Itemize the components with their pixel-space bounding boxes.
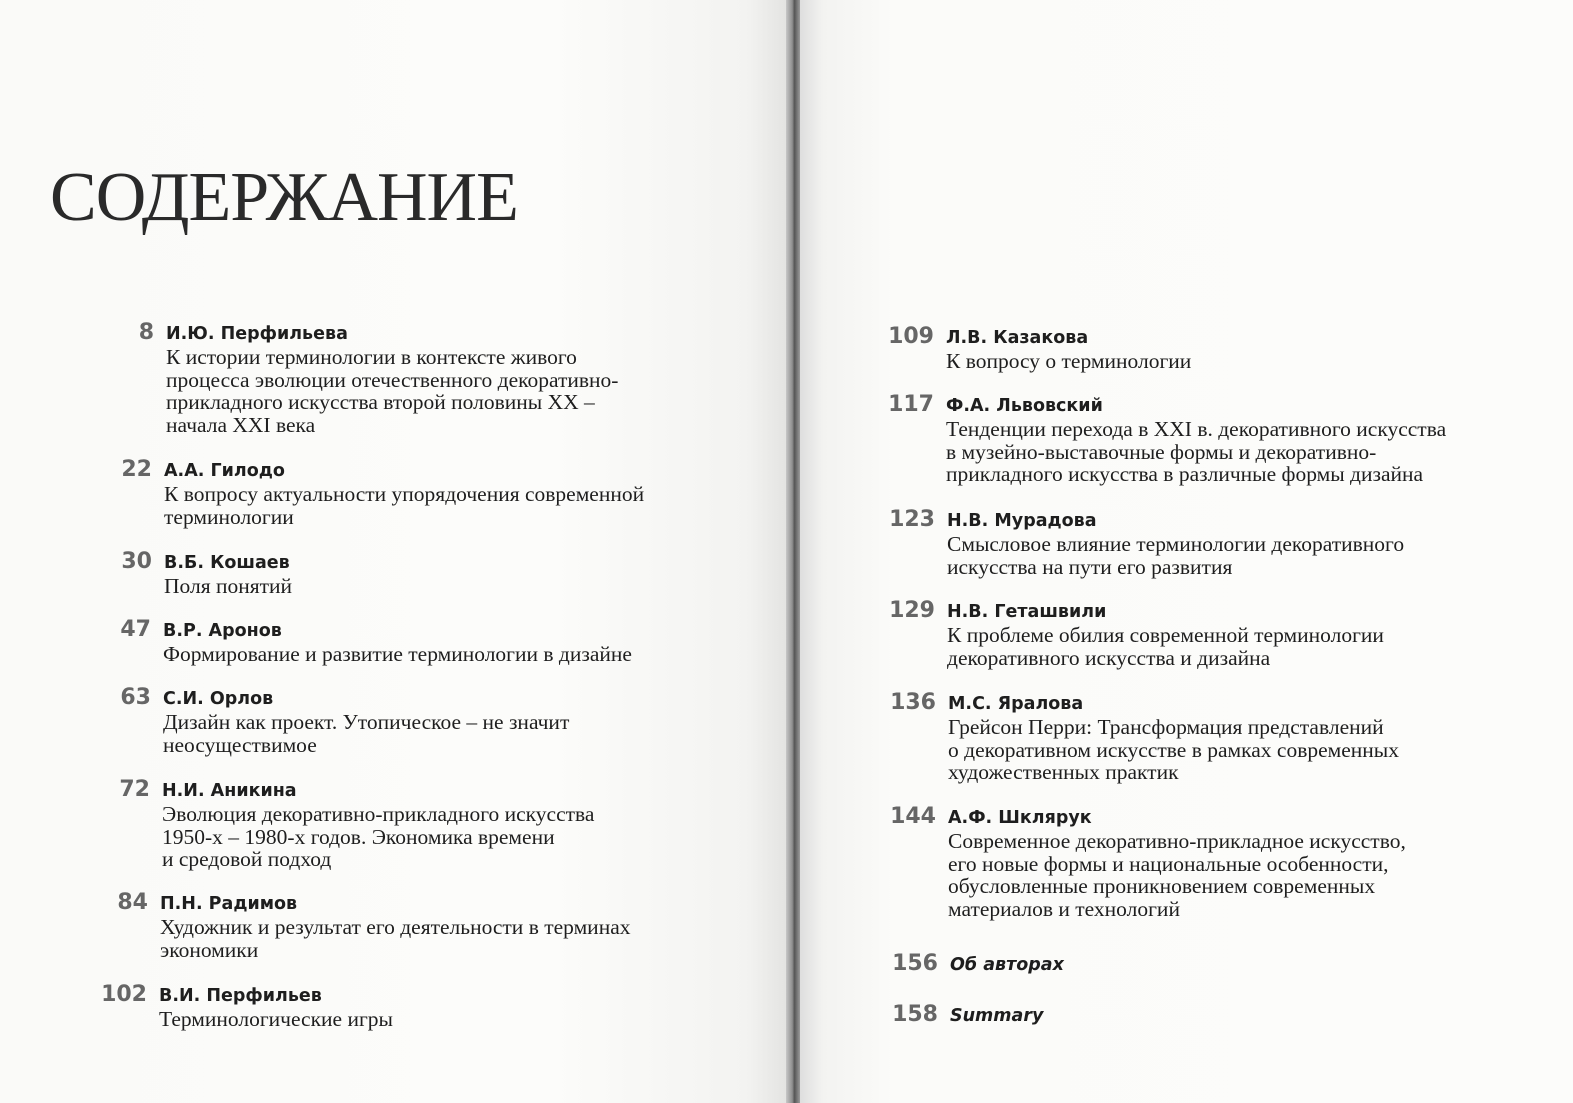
toc-title-line: Тенденции перехода в XXI в. декоративного искусства	[946, 417, 1447, 441]
toc-entry[interactable]	[120, 685, 570, 757]
toc-title-line: Смысловое влияние терминологии декоративного	[947, 532, 1405, 556]
toc-page-number: 30	[121, 549, 152, 574]
toc-title	[163, 711, 569, 756]
toc-title-line: начала XXI века	[166, 412, 316, 437]
toc-title-line: декоративного искусства и дизайна	[947, 645, 1271, 670]
toc-section-label: Об авторах	[950, 955, 1064, 975]
toc-title-line: процесса эволюции отечественного декоративно-	[166, 367, 619, 392]
toc-title-line: Художник и результат его деятельности в терминах	[160, 915, 631, 939]
toc-title-line: Современное декоративно-прикладное искусство,	[948, 829, 1406, 853]
toc-title-line: Эволюция декоративно-прикладного искусства	[162, 802, 595, 826]
toc-title	[947, 624, 1384, 669]
toc-author: М.С. Яралова	[948, 694, 1084, 714]
toc-title	[164, 575, 292, 598]
toc-title-line: материалов и технологий	[948, 896, 1180, 921]
toc-title	[164, 483, 644, 528]
contents-heading: СОДЕРЖАНИЕ	[50, 158, 518, 236]
toc-title-line: К вопросу актуальности упорядочения современной	[164, 482, 645, 506]
toc-title	[947, 533, 1404, 578]
toc-author: Н.В. Геташвили	[947, 602, 1107, 622]
toc-page-number: 117	[888, 392, 934, 417]
toc-author: А.А. Гилодо	[164, 461, 285, 481]
toc-author: П.Н. Радимов	[160, 894, 298, 914]
toc-author: Н.В. Мурадова	[947, 511, 1097, 531]
toc-title-line: прикладного искусства второй половины XX –	[166, 390, 595, 414]
toc-title	[159, 1008, 393, 1031]
toc-entry[interactable]	[890, 690, 1399, 784]
toc-title	[162, 803, 594, 871]
toc-page-number: 144	[890, 804, 936, 829]
toc-title-line: К вопросу о терминологии	[946, 349, 1192, 373]
toc-page-number: 84	[117, 890, 148, 915]
toc-title	[948, 830, 1406, 920]
toc-entry[interactable]	[889, 598, 1384, 670]
toc-title	[946, 418, 1446, 486]
toc-entry[interactable]	[121, 457, 645, 529]
toc-title-line: Грейсон Перри: Трансформация представлений	[948, 715, 1384, 739]
toc-title-line: прикладного искусства в различные формы дизайна	[946, 462, 1424, 486]
toc-entry[interactable]	[888, 392, 1447, 486]
toc-entry[interactable]	[889, 507, 1405, 579]
toc-title	[948, 716, 1399, 784]
toc-entry[interactable]	[890, 804, 1406, 921]
toc-page-number: 156	[892, 951, 938, 976]
toc-title-line: терминологии	[164, 504, 294, 529]
toc-author: А.Ф. Шклярук	[948, 808, 1092, 828]
toc-page-number: 63	[120, 685, 151, 710]
toc-title-line: Терминологические игры	[159, 1007, 393, 1031]
toc-author: Ф.А. Львовский	[946, 396, 1103, 416]
toc-page-number: 8	[138, 320, 154, 345]
toc-title-line: художественных практик	[948, 760, 1179, 784]
toc-title	[166, 346, 618, 436]
book-spine	[786, 0, 800, 1103]
toc-entry[interactable]	[888, 324, 1192, 373]
toc-title-line: о декоративном искусстве в рамках современных	[948, 737, 1399, 762]
toc-author: В.Б. Кошаев	[164, 553, 290, 573]
toc-author: В.И. Перфильев	[159, 986, 322, 1006]
toc-page-number: 123	[889, 507, 935, 532]
toc-entry[interactable]	[121, 549, 293, 598]
toc-entry[interactable]	[120, 617, 632, 666]
toc-author: Н.И. Аникина	[162, 781, 297, 801]
toc-section-label: Summary	[950, 1006, 1044, 1026]
toc-title-line: искусства на пути его развития	[947, 554, 1233, 579]
toc-title-line: 1950-х – 1980-х годов. Экономика времени	[162, 824, 555, 849]
toc-title-line: в музейно-выставочные формы и декоративно-	[946, 439, 1377, 464]
toc-author: Л.В. Казакова	[946, 328, 1089, 348]
toc-title-line: К истории терминологии в контексте живого	[166, 345, 577, 369]
toc-title-line: экономики	[160, 937, 259, 962]
toc-title	[160, 916, 631, 961]
toc-title-line: Дизайн как проект. Утопическое – не значит	[163, 710, 570, 734]
toc-title-line: К проблеме обилия современной терминологии	[947, 623, 1384, 647]
toc-page-number: 129	[889, 598, 935, 623]
toc-entry-summary[interactable]	[892, 1002, 1044, 1028]
toc-page-number: 158	[892, 1002, 938, 1027]
toc-entry[interactable]	[119, 777, 595, 871]
toc-title-line: обусловленные проникновением современных	[948, 874, 1376, 898]
toc-page-number: 47	[120, 617, 151, 642]
toc-entry-about-authors[interactable]	[892, 951, 1064, 977]
toc-title-line: и средовой подход	[162, 847, 332, 871]
toc-title	[163, 643, 632, 666]
toc-page-number: 72	[119, 777, 150, 802]
toc-title	[946, 350, 1191, 373]
toc-page-number: 109	[888, 324, 934, 349]
toc-entry[interactable]	[138, 320, 619, 437]
toc-title-line: Поля понятий	[164, 574, 293, 598]
toc-title-line: неосуществимое	[163, 732, 317, 757]
toc-page-number: 102	[101, 982, 147, 1007]
toc-title-line: его новые формы и национальные особенности,	[948, 851, 1389, 876]
toc-entry[interactable]	[117, 890, 631, 962]
toc-page-number: 136	[890, 690, 936, 715]
toc-author: В.Р. Аронов	[163, 621, 282, 641]
toc-entry[interactable]	[101, 982, 393, 1031]
toc-author: С.И. Орлов	[163, 689, 274, 709]
toc-page-number: 22	[121, 457, 152, 482]
toc-title-line: Формирование и развитие терминологии в дизайне	[163, 642, 632, 666]
toc-author: И.Ю. Перфильева	[166, 324, 348, 344]
